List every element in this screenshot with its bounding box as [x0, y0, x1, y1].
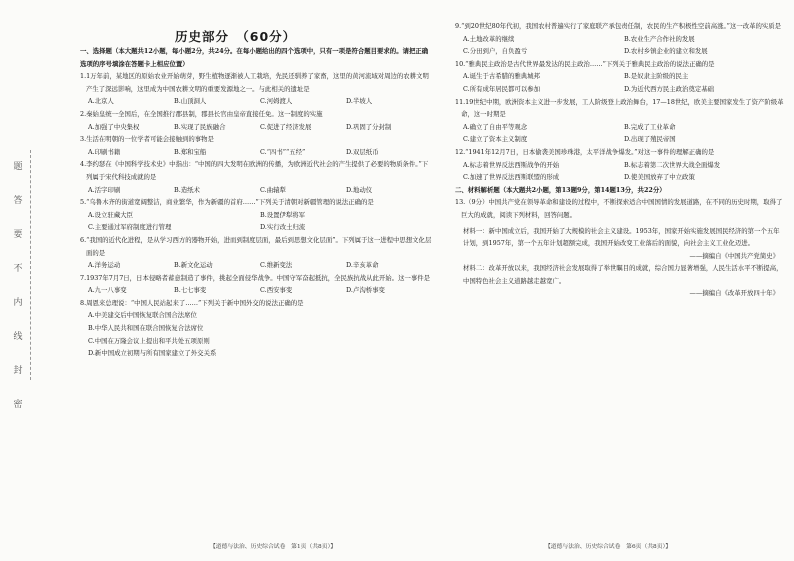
answer-option[interactable]: D.半坡人 [346, 97, 373, 106]
question-stem: 4.李约瑟在《中国科学技术史》中指出：“中国的四大发明在欧洲的传播，为欧洲近代社会的产生提供了必要的物质条件。”下列属于宋代科技成就的是 [80, 160, 429, 181]
answer-option[interactable]: A.确立了自由平等观念 [463, 122, 528, 131]
answer-option[interactable]: A.加强了中央集权 [88, 122, 140, 131]
answer-option[interactable]: B.七七事变 [174, 286, 207, 295]
footer-right: 【道德与法治、历史综合试卷 第6页（共8页）】 [545, 544, 672, 550]
answer-option[interactable]: D.新中国成立初期与所有国家建立了外交关系 [88, 349, 217, 358]
answer-options [80, 309, 432, 359]
answer-option[interactable]: D.巩固了分封制 [346, 122, 392, 131]
answer-options [455, 70, 785, 95]
answer-option[interactable]: B.山顶洞人 [174, 97, 207, 106]
answer-option[interactable]: B.郑和宝船 [174, 147, 207, 156]
answer-option[interactable]: C.加速了世界反法西斯联盟的形成 [463, 173, 560, 182]
answer-option[interactable]: D.双层纸币 [346, 147, 379, 156]
answer-option[interactable]: D.使美国放弃了中立政策 [624, 173, 695, 182]
answer-option[interactable]: D.地动仪 [346, 185, 373, 194]
answer-options [455, 121, 785, 146]
answer-option[interactable]: A.活字印刷 [88, 185, 121, 194]
answer-option[interactable]: B.中华人民共和国在联合国恢复合法席位 [88, 324, 204, 333]
answer-option[interactable]: A.诞生于古希腊的雅典城邦 [463, 72, 540, 81]
question-13-stem: 13.（9分）中国共产党在领导革命和建设的过程中，不断探索适合中国国情的发展道路，在不同的历史时期，取得了巨大的成就，阅读下列材料，回答问题。 [455, 198, 783, 219]
answer-option[interactable]: C.维新变法 [260, 261, 293, 270]
answer-option[interactable]: B.标志着第二次世界大战全面爆发 [624, 160, 721, 169]
answer-option[interactable]: B.新文化运动 [174, 261, 213, 270]
question-stem: 3.生活在明朝的一位学者可能会接触到的事物是 [80, 135, 214, 144]
gutter-char: 不 [13, 264, 23, 274]
answer-option[interactable]: A.洋务运动 [88, 261, 121, 270]
answer-options [80, 209, 432, 234]
questions-right [455, 20, 785, 184]
answer-option[interactable]: A.标志着世界反法西斯战争的开始 [463, 160, 560, 169]
answer-options [80, 184, 432, 197]
answer-option[interactable]: C.“四书”“五经” [260, 147, 306, 156]
binding-gutter [6, 150, 31, 410]
answer-options [80, 121, 432, 134]
answer-options [80, 95, 432, 108]
answer-options [80, 259, 432, 272]
answer-option[interactable]: D.为近代西方民主政治奠定基础 [624, 84, 715, 93]
answer-option[interactable]: B.实现了民族融合 [174, 122, 226, 131]
left-column [80, 45, 432, 360]
answer-options [455, 33, 785, 58]
answer-option[interactable]: A.中美建交后中国恢复联合国合法席位 [88, 311, 197, 320]
question-stem: 5.“乌鲁木齐的街道宽阔整洁，商业繁华，作为新疆的首府……”下列关于清朝对新疆管理的说法正确的是 [80, 198, 374, 207]
answer-option[interactable]: C.曲辕犁 [260, 185, 286, 194]
answer-option[interactable]: C.中国在万隆会议上提出和平共处五项原则 [88, 336, 210, 345]
gutter-char: 封 [13, 366, 23, 376]
answer-option[interactable]: C.所有成年居民都可以参加 [463, 84, 540, 93]
answer-option[interactable]: C.西安事变 [260, 286, 293, 295]
gutter-char: 题 [13, 162, 23, 172]
question-stem: 1.1万年前，某地区的原始农业开始萌芽，野生植物逐渐被人工栽培，先民还驯养了家畜，这里的黄河流域对周边的农耕文明产生了深远影响，这里成为中国农耕文明的重要发源地之一。与此相关的遗址是 [80, 72, 429, 93]
answer-option[interactable]: A.设立驻藏大臣 [88, 210, 133, 219]
question-stem: 12.“1941年12月7日，日本偷袭美国珍珠港，太平洋战争爆发。”对这一事件的理解正确的是 [455, 147, 715, 156]
answer-option[interactable]: B.完成了工业革命 [624, 122, 676, 131]
material-1: 材料一：新中国成立后，我国开始了大规模的社会主义建设。1953年，国家开始实施发展国民经济的第一个五年计划，到1957年，第一个五年计划超额完成，我国开始改变工业落后的面貌，向社会主义工业化迈进。 [463, 226, 780, 248]
answer-option[interactable]: D.辛亥革命 [346, 261, 379, 270]
answer-option[interactable]: D.出现了殖民帝国 [624, 135, 676, 144]
question-stem: 6.“我国的近代化进程，是从学习西方的器物开始，进而到制度层面，最后到思想文化层面”。下列属于这一进程中思想文化层面的是 [80, 235, 432, 257]
footer-left: 【道德与法治、历史综合试卷 第1页（共8页）】 [210, 544, 337, 550]
section-2-heading: 二、材料解析题（本大题共2小题，第13题9分，第14题13分，共22分） [455, 185, 666, 194]
answer-option[interactable]: D.卢沟桥事变 [346, 286, 385, 295]
answer-options [455, 159, 785, 184]
question-stem: 11.19世纪中期，欧洲资本主义进一步发展，工人阶级登上政治舞台，17—18世纪，欧美主要国家发生了资产阶级革命，这一时期是 [455, 97, 784, 119]
answer-option[interactable]: C.促进了经济发展 [260, 122, 312, 131]
gutter-char: 答 [13, 196, 23, 206]
question-stem: 7.1937年7月7日，日本侵略者蓄意制造了事件，挑起全面侵华战争。中国守军奋起抵抗，全民族抗战从此开始。这一事件是 [80, 273, 431, 282]
material-2-citation: ——摘编自《改革开放四十年》 [689, 289, 779, 298]
question-stem: 8.周恩来总理说：“中国人民站起来了……”下列关于新中国外交的说法正确的是 [80, 298, 304, 307]
section-1-heading: 一、选择题（本大题共12小题，每小题2分，共24分。在每小题给出的四个选项中，只有一项是符合题目要求的。请把正确选项的序号填涂在答题卡上相应位置） [80, 47, 429, 68]
answer-option[interactable]: D.农村乡镇企业的建立和发展 [624, 47, 708, 56]
question-stem: 10.“雅典民主政治是古代世界最发达的民主政治……”下列关于雅典民主政治的说法正确的是 [455, 59, 715, 68]
gutter-char: 线 [13, 332, 23, 342]
page-title: 历史部分 （60分） [175, 29, 297, 44]
answer-option[interactable]: B.农业生产合作社的发展 [624, 34, 695, 43]
gutter-char: 要 [13, 230, 23, 240]
right-column [455, 20, 785, 300]
question-stem: 2.秦始皇统一全国后，在全国推行郡县制，郡县长官由皇帝直接任免。这一制度的实施 [80, 109, 323, 118]
answer-option[interactable]: C.主要通过军府制度进行管理 [88, 223, 172, 232]
material-2: 材料二：改革开放以来，我国经济社会发展取得了举世瞩目的成就，综合国力显著增强，人民生活水平不断提高，中国特色社会主义道路越走越宽广。 [463, 264, 783, 285]
gutter-char: 内 [13, 298, 23, 308]
answer-option[interactable]: D.实行改土归流 [260, 223, 306, 232]
questions-left [80, 70, 432, 360]
answer-option[interactable]: B.造纸术 [174, 185, 200, 194]
answer-option[interactable]: A.九一八事变 [88, 286, 127, 295]
answer-option[interactable]: B.是奴隶主阶级的民主 [624, 72, 689, 81]
answer-option[interactable]: A.印刷书籍 [88, 147, 121, 156]
answer-option[interactable]: B.设置伊犁将军 [260, 210, 306, 219]
answer-options [80, 146, 432, 159]
answer-option[interactable]: C.分田到户，自负盈亏 [463, 47, 528, 56]
question-stem: 9.“到20世纪80年代初，我国农村普遍实行了家庭联产承包责任制，农民的生产积极性空前高涨。”这一改革的实质是 [455, 22, 782, 30]
answer-option[interactable]: A.北京人 [88, 97, 114, 106]
answer-option[interactable]: C.河姆渡人 [260, 97, 293, 106]
answer-options [80, 284, 432, 297]
gutter-char: 密 [13, 400, 23, 410]
answer-option[interactable]: C.建立了资本主义制度 [463, 135, 528, 144]
material-1-citation: ——摘编自《中国共产党简史》 [689, 251, 779, 260]
answer-option[interactable]: A.土地改革的继续 [463, 34, 515, 43]
